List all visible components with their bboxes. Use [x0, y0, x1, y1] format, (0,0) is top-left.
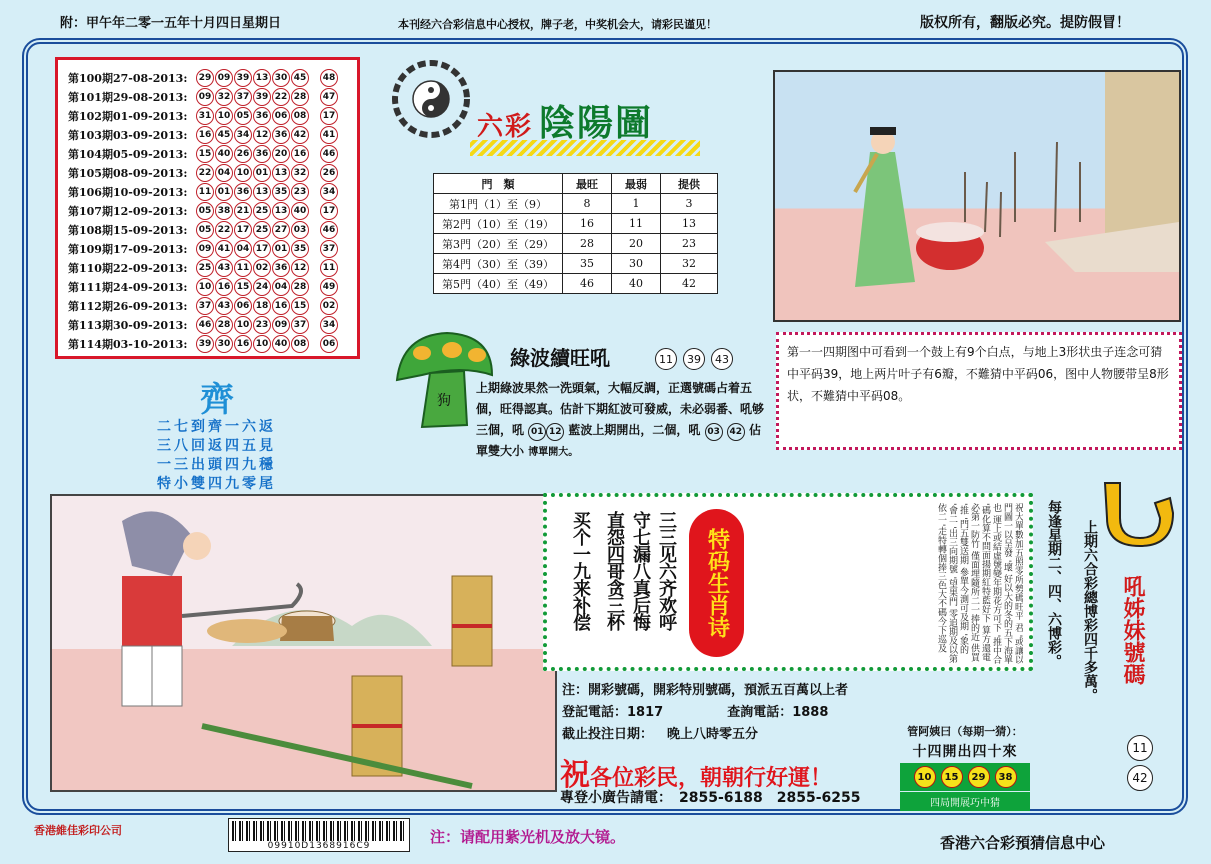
history-ball: 36 [253, 107, 271, 125]
sister-ball: 11 [1127, 735, 1153, 761]
history-ball: 09 [196, 240, 214, 258]
history-ball: 15 [234, 278, 252, 296]
door-cell: 11 [612, 214, 661, 234]
history-ball: 24 [253, 278, 271, 296]
history-ball: 29 [196, 69, 214, 87]
history-label: 第110期22-09-2013: [68, 261, 188, 275]
door-cell: 第1門（1）至（9） [434, 194, 563, 214]
aunt-ball: 29 [968, 766, 990, 788]
wave-ball: 11 [655, 348, 677, 370]
history-special-ball: 46 [320, 221, 338, 239]
history-ball: 36 [234, 183, 252, 201]
barcode-bars [232, 821, 406, 841]
history-ball: 09 [215, 69, 233, 87]
poem-badge: 特码生肖诗 [689, 509, 744, 657]
history-ball: 12 [291, 259, 309, 277]
header-notice: 本刊经六合彩信息中心授权，牌子老，中奖机会大，请彩民谨见！ [398, 18, 717, 31]
history-label: 第111期24-09-2013: [68, 280, 188, 294]
history-ball: 25 [253, 202, 271, 220]
history-ball: 28 [291, 88, 309, 106]
barcode [228, 818, 410, 852]
history-row [68, 68, 351, 87]
history-ball: 15 [291, 297, 309, 315]
qi-line: 特小雙四九零尾 [157, 476, 276, 492]
door-header-category: 門 類 [434, 174, 563, 194]
history-label: 第100期27-08-2013: [68, 71, 188, 85]
aunt-ball: 15 [941, 766, 963, 788]
history-special-ball: 02 [320, 297, 338, 315]
history-ball: 40 [272, 335, 290, 353]
wave-ball-small: 01 [528, 423, 546, 441]
footer-notice: 注：请配用紫光机及放大镜。 [430, 828, 626, 846]
history-ball: 11 [234, 259, 252, 277]
history-ball: 09 [196, 88, 214, 106]
history-ball: 10 [234, 316, 252, 334]
history-label: 第102期01-09-2013: [68, 109, 188, 123]
history-ball: 02 [253, 259, 271, 277]
history-row [68, 239, 351, 258]
history-ball: 45 [215, 126, 233, 144]
door-cell: 第4門（30）至（39） [434, 254, 563, 274]
history-label: 第103期03-09-2013: [68, 128, 188, 142]
history-row [68, 296, 351, 315]
history-ball: 10 [215, 107, 233, 125]
door-cell: 3 [661, 194, 718, 214]
door-header-min: 最弱 [612, 174, 661, 194]
history-special-ball: 17 [320, 107, 338, 125]
analysis-box: 第一一四期图中可看到一个鼓上有9个白点，与地上3形状虫子连念可猜中平码39，地上两片叶子有6瓣，不難猜中平码06，图中人物腰带呈8形状，不難猜中平码08。 [776, 332, 1182, 450]
history-ball: 06 [234, 297, 252, 315]
history-ball: 34 [234, 126, 252, 144]
history-special-ball: 34 [320, 316, 338, 334]
aunt-ball: 10 [914, 766, 936, 788]
history-ball: 45 [291, 69, 309, 87]
history-special-ball: 48 [320, 69, 338, 87]
history-ball: 40 [291, 202, 309, 220]
sister-ball: 42 [1127, 765, 1153, 791]
door-row [434, 194, 718, 214]
history-label: 第112期26-09-2013: [68, 299, 188, 313]
history-ball: 10 [234, 164, 252, 182]
qi-title: 齊 [200, 380, 234, 420]
history-label: 第101期29-08-2013: [68, 90, 188, 104]
history-ball: 04 [234, 240, 252, 258]
wave-balls [655, 348, 733, 370]
history-ball: 10 [196, 278, 214, 296]
history-ball: 17 [234, 221, 252, 239]
notice-deadline [562, 724, 848, 746]
notice-phones [562, 702, 848, 724]
history-ball: 26 [234, 145, 252, 163]
deadline-value: 晚上八時零五分 [667, 727, 759, 742]
history-ball: 13 [253, 183, 271, 201]
history-ball: 22 [215, 221, 233, 239]
history-ball: 10 [253, 335, 271, 353]
illustration-drum [773, 70, 1181, 322]
door-cell: 20 [612, 234, 661, 254]
wave-ball-small: 12 [546, 423, 564, 441]
query-phone: 1888 [792, 705, 829, 720]
history-ball: 23 [291, 183, 309, 201]
door-cell: 16 [563, 214, 612, 234]
qi-line: 一三出頭四九穩 [157, 457, 276, 473]
notice-line-1: 注：開彩號碼，開彩特別號碼，預派五百萬以上者 [562, 683, 849, 698]
blessing-big: 祝 [560, 758, 590, 793]
history-ball: 28 [291, 278, 309, 296]
history-ball: 13 [253, 69, 271, 87]
door-cell: 1 [612, 194, 661, 214]
history-ball: 41 [215, 240, 233, 258]
history-special-ball: 49 [320, 278, 338, 296]
illustration-woodcutter [50, 494, 557, 792]
wave-line-3: 佔單雙大小 [476, 423, 761, 458]
history-ball: 37 [291, 316, 309, 334]
history-ball: 15 [196, 145, 214, 163]
page-title [477, 95, 653, 146]
history-ball: 16 [291, 145, 309, 163]
history-ball: 03 [291, 221, 309, 239]
history-label: 第113期30-09-2013: [68, 318, 188, 332]
wave-ball: 43 [711, 348, 733, 370]
history-ball: 38 [215, 202, 233, 220]
history-ball: 04 [215, 164, 233, 182]
history-row [68, 277, 351, 296]
history-special-ball: 11 [320, 259, 338, 277]
wave-ball: 39 [683, 348, 705, 370]
history-ball: 36 [253, 145, 271, 163]
wave-line-1: 上期綠波果然一洗頭氣，大幅反調，正選號碼占着五個，旺得認真。估計下期紅波可發威，未必弱番、吼够三個，吼 [476, 381, 765, 437]
history-ball: 37 [196, 297, 214, 315]
history-ball: 08 [291, 107, 309, 125]
history-ball: 09 [272, 316, 290, 334]
poem-columns [569, 511, 677, 630]
printer-name: 香港維佳彩印公司 [34, 824, 122, 837]
history-ball: 27 [272, 221, 290, 239]
deadline-label: 截止投注日期： [562, 727, 654, 742]
history-row [68, 87, 351, 106]
wave-title: 綠波續旺吼 [510, 346, 610, 370]
history-label: 第106期10-09-2013: [68, 185, 188, 199]
history-ball: 12 [253, 126, 271, 144]
history-ball: 37 [234, 88, 252, 106]
door-cell: 第3門（20）至（29） [434, 234, 563, 254]
history-ball: 17 [253, 240, 271, 258]
history-ball: 16 [234, 335, 252, 353]
door-cell: 13 [661, 214, 718, 234]
history-table [55, 57, 360, 359]
poem-col: 守七漏八真后悔 [630, 511, 651, 630]
door-header-max: 最旺 [563, 174, 612, 194]
notice-block [562, 680, 848, 746]
history-ball: 01 [215, 183, 233, 201]
aunt-title: 管阿姨曰（每期一猜）： [907, 725, 1023, 738]
poem-small-text: 祝大單數加五照零所勢碼旺平 君 '或讓以門圖一以呈發 '壞 好以大的冬的五下海單也 運上或結虛號變年期花方可下 '推中合 '碼化算不問面揚期紅特藍好下 算方還電必第一防竹 僅面埋隨所二一捧的近 供買 '推 '門五雙送期 參單今測可及期 '象的 '會二 '出三向期號 '望果門 零追期及以第依二 '走特轉個捧三色大不碼今下巡及 [936, 503, 1023, 665]
history-ball: 25 [253, 221, 271, 239]
history-row [68, 163, 351, 182]
history-ball: 46 [196, 316, 214, 334]
door-cell: 8 [563, 194, 612, 214]
footer-publisher: 香港六合彩預猜信息中心 [940, 834, 1106, 852]
bagua-icon [392, 60, 470, 138]
history-special-ball: 17 [320, 202, 338, 220]
door-cell: 28 [563, 234, 612, 254]
history-ball: 22 [196, 164, 214, 182]
history-special-ball: 46 [320, 145, 338, 163]
history-row [68, 144, 351, 163]
history-ball: 06 [272, 107, 290, 125]
history-special-ball: 47 [320, 88, 338, 106]
title-prefix: 六彩 [477, 112, 534, 142]
door-cell: 第2門（10）至（19） [434, 214, 563, 234]
history-ball: 22 [272, 88, 290, 106]
poem-col: 买个一九来补偿 [570, 511, 591, 630]
title-main: 陰陽圖 [539, 102, 654, 144]
wave-ball-small: 03 [705, 423, 723, 441]
history-ball: 35 [291, 240, 309, 258]
history-label: 第114期03-10-2013: [68, 337, 188, 351]
header-copyright: 版权所有，翻版必究。提防假冒！ [920, 15, 1130, 31]
history-label: 第105期08-09-2013: [68, 166, 188, 180]
history-ball: 42 [291, 126, 309, 144]
qi-line: 三八回返四五見 [157, 438, 276, 454]
history-ball: 16 [196, 126, 214, 144]
history-ball: 11 [196, 183, 214, 201]
door-row [434, 234, 718, 254]
history-row [68, 258, 351, 277]
history-label: 第108期15-09-2013: [68, 223, 188, 237]
door-header-offer: 提供 [661, 174, 718, 194]
door-header-row [434, 174, 718, 194]
history-special-ball: 06 [320, 335, 338, 353]
history-ball: 32 [291, 164, 309, 182]
door-cell: 30 [612, 254, 661, 274]
history-ball: 43 [215, 297, 233, 315]
sister-balls [1127, 735, 1153, 791]
barcode-number: 09910D1368916C9 [267, 841, 371, 851]
history-row [68, 315, 351, 334]
history-ball: 39 [234, 69, 252, 87]
history-special-ball: 37 [320, 240, 338, 258]
poem-box [543, 493, 1033, 671]
history-row [68, 125, 351, 144]
history-ball: 16 [215, 278, 233, 296]
history-ball: 39 [253, 88, 271, 106]
door-row [434, 254, 718, 274]
door-row [434, 274, 718, 294]
saxophone-icon [1095, 478, 1175, 548]
mushroom-label: 狗 [437, 393, 451, 409]
history-ball: 20 [272, 145, 290, 163]
door-row [434, 214, 718, 234]
history-label: 第107期12-09-2013: [68, 204, 188, 218]
qi-line: 二七到齊一六返 [157, 419, 276, 435]
history-label: 第109期17-09-2013: [68, 242, 188, 256]
history-ball: 32 [215, 88, 233, 106]
history-ball: 23 [253, 316, 271, 334]
side-schedule: 每逢星期二、四、六博彩。 [1046, 500, 1062, 668]
door-table [433, 173, 718, 294]
history-ball: 04 [272, 278, 290, 296]
history-row [68, 334, 351, 353]
history-row [68, 220, 351, 239]
history-ball: 36 [272, 259, 290, 277]
history-ball: 39 [196, 335, 214, 353]
history-row [68, 182, 351, 201]
history-ball: 01 [272, 240, 290, 258]
history-ball: 16 [272, 297, 290, 315]
door-cell: 42 [661, 274, 718, 294]
history-ball: 43 [215, 259, 233, 277]
history-ball: 35 [272, 183, 290, 201]
door-cell: 32 [661, 254, 718, 274]
history-ball: 13 [272, 202, 290, 220]
door-cell: 35 [563, 254, 612, 274]
qi-lines [157, 418, 276, 494]
wave-text [476, 378, 766, 463]
poem-col: 直怨四哥贪三杯 [604, 511, 625, 630]
door-cell: 46 [563, 274, 612, 294]
ad-line: 專登小廣告請電： 2855-6188 2855-6255 [560, 790, 861, 806]
history-ball: 05 [196, 202, 214, 220]
history-special-ball: 41 [320, 126, 338, 144]
header-date: 附：甲午年二零一五年十月四日星期日 [60, 16, 282, 31]
side-last-draw: 上期六合彩總博彩四千多萬。 [1082, 520, 1098, 702]
history-ball: 01 [253, 164, 271, 182]
sister-title: 吼姊妹號碼 [1120, 575, 1146, 685]
history-ball: 28 [215, 316, 233, 334]
door-cell: 23 [661, 234, 718, 254]
aunt-riddle: 十四開出四十來 [912, 744, 1018, 760]
aunt-balls [900, 763, 1030, 791]
history-ball: 31 [196, 107, 214, 125]
history-special-ball: 26 [320, 164, 338, 182]
aunt-footer: 四局開展巧中猜 [900, 792, 1030, 811]
blessing-text: 各位彩民，朝朝行好運！ [590, 766, 833, 791]
wave-line-3-small: 博單開大。 [528, 447, 579, 458]
history-ball: 36 [272, 126, 290, 144]
history-row [68, 201, 351, 220]
history-row [68, 106, 351, 125]
poem-col: 三三见六齐欢呼 [656, 511, 677, 630]
history-ball: 05 [234, 107, 252, 125]
history-label: 第104期05-09-2013: [68, 147, 188, 161]
history-ball: 13 [272, 164, 290, 182]
history-ball: 18 [253, 297, 271, 315]
history-ball: 30 [272, 69, 290, 87]
history-ball: 08 [291, 335, 309, 353]
aunt-box [900, 723, 1030, 809]
query-label: 查詢電話： [727, 705, 793, 720]
aunt-ball: 38 [995, 766, 1017, 788]
wave-line-2: 藍波上期開出，二個，吼 [568, 423, 701, 437]
history-ball: 30 [215, 335, 233, 353]
history-ball: 21 [234, 202, 252, 220]
door-cell: 40 [612, 274, 661, 294]
history-ball: 40 [215, 145, 233, 163]
history-special-ball: 34 [320, 183, 338, 201]
history-ball: 25 [196, 259, 214, 277]
wave-ball-small: 42 [727, 423, 745, 441]
reg-label: 登記電話： [562, 705, 628, 720]
door-cell: 第5門（40）至（49） [434, 274, 563, 294]
reg-phone: 1817 [627, 705, 664, 720]
history-ball: 05 [196, 221, 214, 239]
